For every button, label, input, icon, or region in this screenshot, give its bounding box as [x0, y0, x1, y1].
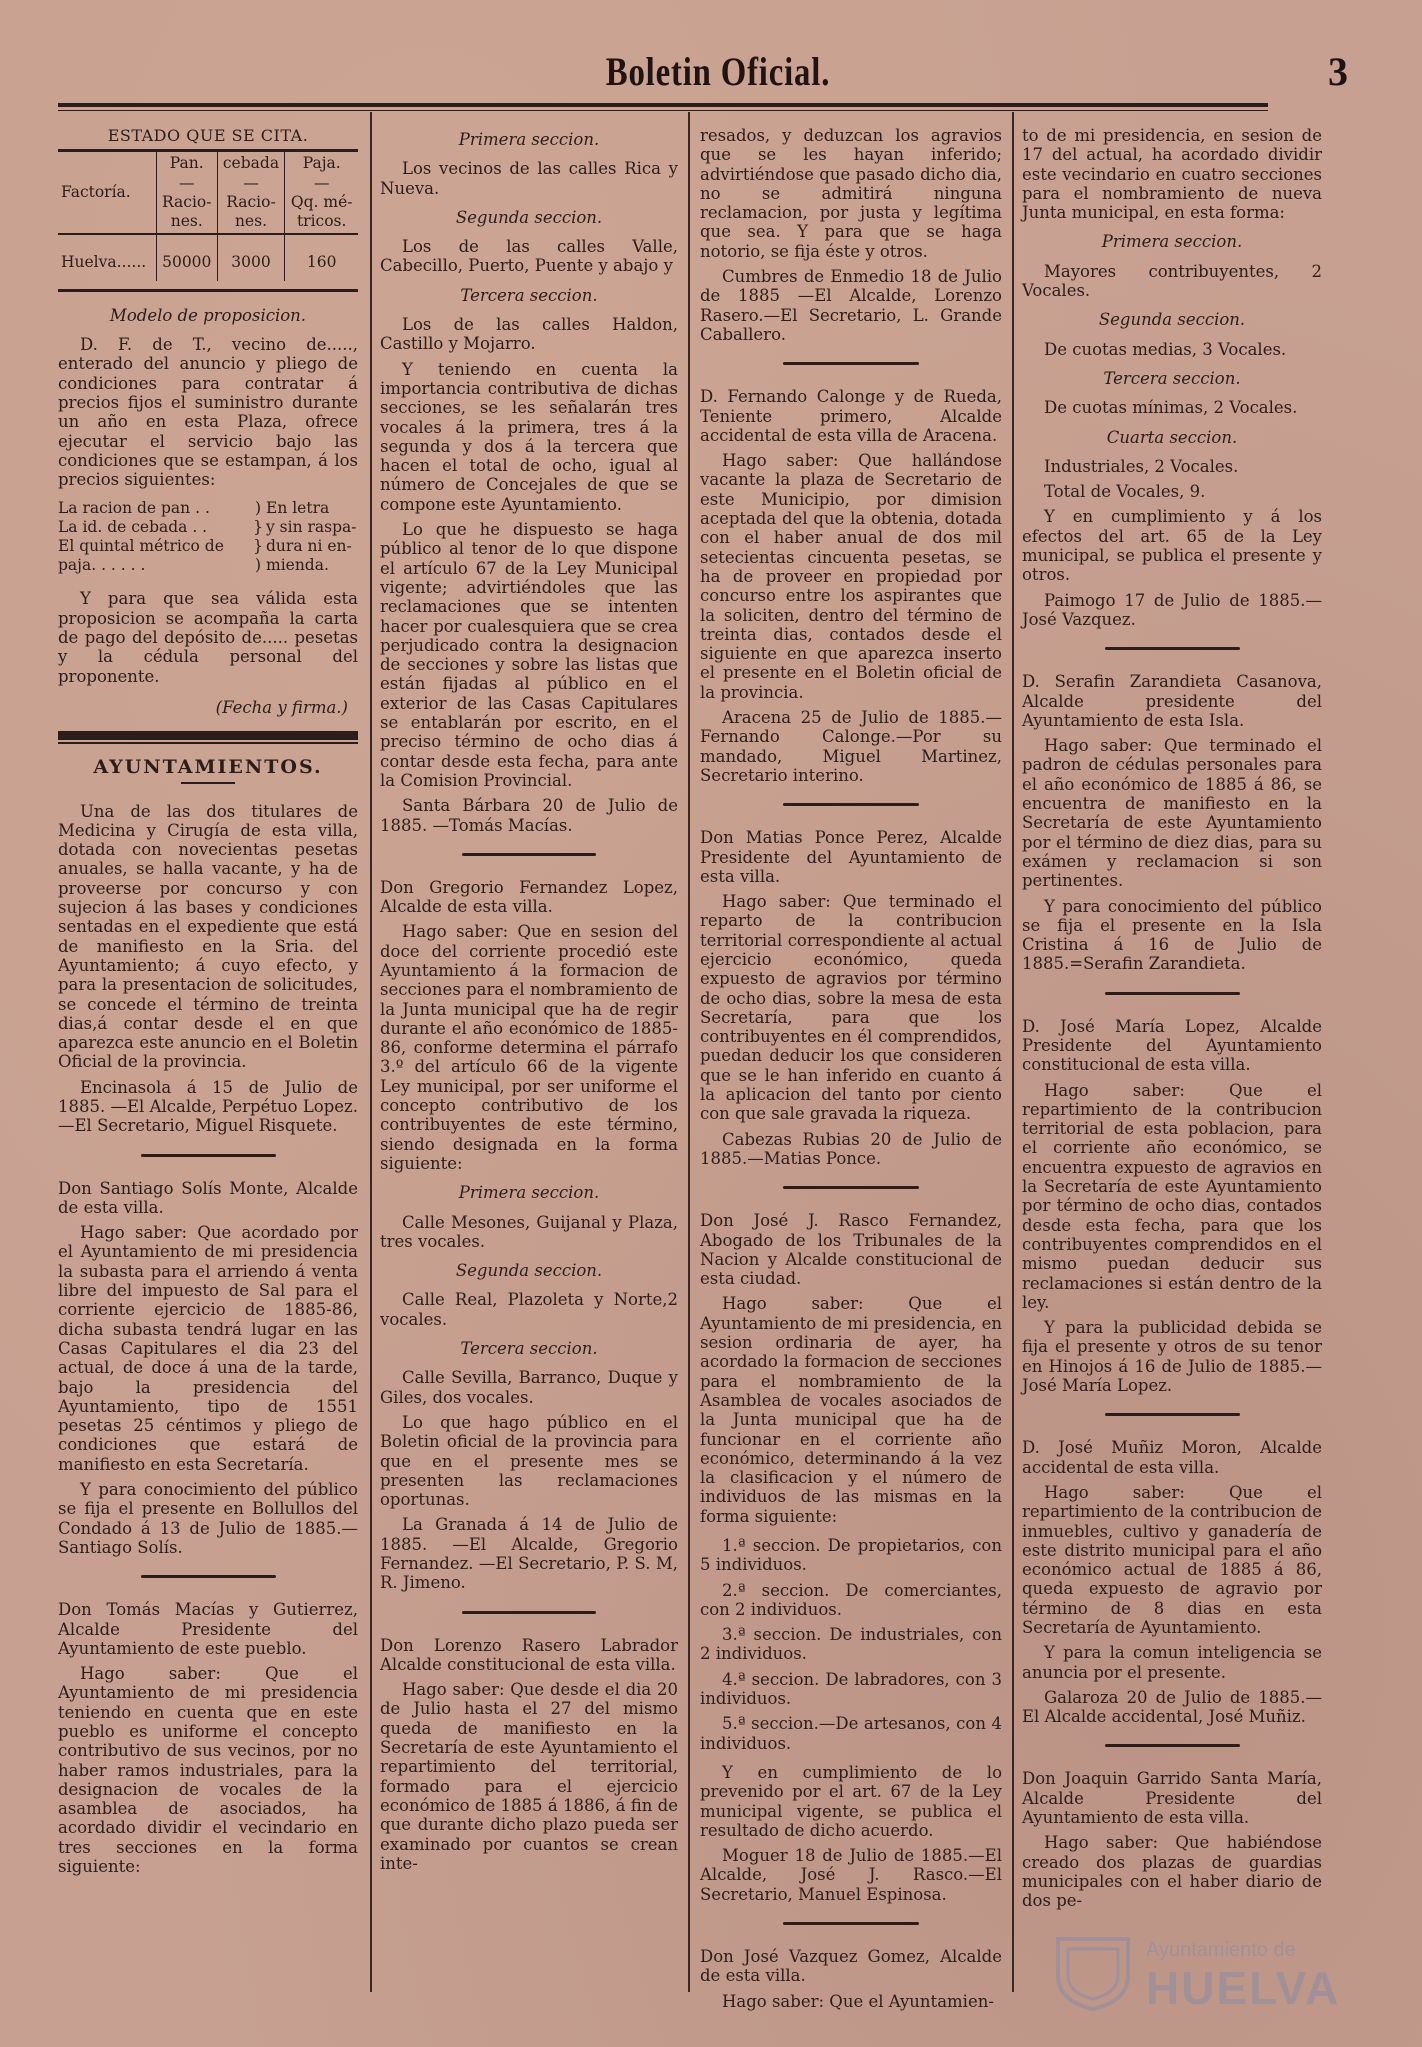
column-2: [380, 126, 678, 1879]
separator: [783, 1186, 919, 1189]
notice-header: Don José J. Rasco Fernandez, Abogado de los Tribunales de la Nacion y Alcalde constitucional de esta ciudad.: [700, 1211, 1002, 1289]
modelo-title: Modelo de proposicion.: [109, 305, 307, 325]
signature-line: Aracena 25 de Julio de 1885.— Fernando Calonge.—Por su mandado, Miguel Martinez, Secretario interino.: [700, 708, 1002, 785]
paragraph: D. F. de T., vecino de....., enterado del anuncio y pliego de condiciones para contratar á precios fijos el suministro durante un año en esta Plaza, ofrece ejecutar el servicio bajo las condiciones que se estampan, á los precios siguientes:: [58, 335, 358, 490]
signature-line: Moguer 18 de Julio de 1885.—El Alcalde, José J. Rasco.—El Secretario, Manuel Espinosa.: [700, 1846, 1002, 1904]
brace: ) } } ): [253, 499, 263, 575]
list-item: 3.ª seccion. De industriales, con 2 individuos.: [700, 1625, 1002, 1664]
paragraph: Hago saber: Que habiéndose creado dos plazas de guardias municipales con el haber diario de dos pe-: [1022, 1833, 1322, 1911]
paragraph: Hago saber: Que en sesion del doce del corriente procedió este Ayuntamiento á la formacion de secciones para el nombramiento de la Junta municipal que ha de regir durante el año económico de 1885-86, conforme determina el párrafo 3.º del artículo 66 de la vigente Ley municipal, por ser uniforme el concepto contributivo de los contribuyentes de este término, siendo designada en la forma siguiente:: [380, 922, 678, 1173]
paragraph: Hago saber: Que hallándose vacante la plaza de Secretario de este Municipio, por dimision aceptada del que la obtenia, dotada con el haber anual de dos mil setecientas cincuenta pesetas, se ha de proveer en propiedad por concurso entre los aspirantes que la soliciten, dentro del término de treinta dias, contados desde el siguiente en que aparezca inserto el presente en el Boletin oficial de la provincia.: [700, 451, 1002, 702]
paragraph: Los de las calles Haldon, Castillo y Mojarro.: [380, 315, 678, 354]
crest-icon: [1050, 1935, 1136, 2011]
list-item: 2.ª seccion. De comerciantes, con 2 individuos.: [700, 1580, 1002, 1619]
paragraph: Los vecinos de las calles Rica y Nueva.: [380, 159, 678, 198]
paragraph: Total de Vocales, 9.: [1044, 482, 1206, 502]
estado-title: ESTADO QUE SE CITA.: [107, 126, 309, 145]
section-list: [700, 1536, 1002, 1753]
paragraph: Industriales, 2 Vocales.: [1044, 456, 1239, 476]
heading-underline: [181, 782, 235, 784]
section-title: Segunda seccion.: [455, 1261, 603, 1281]
masthead: [58, 48, 1378, 106]
signature-line: Encinasola á 15 de Julio de 1885. —El Alcalde, Perpétuo Lopez.—El Secretario, Miguel Risquete.: [58, 1077, 358, 1136]
paragraph: Lo que he dispuesto se haga público al tenor de lo que dispone el artículo 67 de la Ley Municipal vigente; advirtiéndoles que las reclamaciones que se intenten hacer por cualesquiera que se crea perjudicado contra la designacion de secciones y sobre las listas que están fijadas al público en el exterior de las Casas Capitulares se entablarán por escrito, en el preciso término de ocho dias á contar desde esta fecha, para ante la Comision Provincial.: [380, 520, 678, 790]
signature-line: Cumbres de Enmedio 18 de Julio de 1885 —El Alcalde, Lorenzo Rasero.—El Secretario, L. Grande Caballero.: [700, 267, 1002, 344]
paragraph: Y en cumplimiento y á los efectos del art. 65 de la Ley municipal, se publica el presente y otros.: [1022, 507, 1322, 585]
separator: [462, 853, 596, 856]
paragraph: Y para conocimiento del público se fija el presente en Bollullos del Condado á 13 de Julio de 1885.—Santiago Solís.: [58, 1480, 358, 1557]
separator: [783, 803, 919, 806]
section-title: Primera seccion.: [458, 130, 600, 149]
masthead-rule-thin: [58, 110, 1268, 111]
notice-header: D. José Muñiz Moron, Alcalde accidental de esta villa.: [1022, 1438, 1322, 1477]
paragraph: Mayores contribuyentes, 2 Vocales.: [1022, 261, 1322, 301]
paragraph: Hago saber: Que desde el dia 20 de Julio hasta el 27 del mismo queda de manifiesto en la Secretaría de este Ayuntamiento el repartimiento del territorial, formado para el ejercicio económico de 1885 á 1886, á fin de que durante dicho plazo pueda ser examinado por cuantos se crean inte-: [380, 1680, 678, 1873]
paragraph: Hago saber: Que el repartimiento de la contribucion territorial de esta poblacion, para el corriente año económico, se encuentra expuesto de agravios en la Secretaría de este Ayuntamiento por término de ocho dias, contados desde esta fecha, para que los contribuyentes comprendidos en el mismo puedan deducir sus reclamaciones si están dentro de la ley.: [1022, 1080, 1322, 1312]
paragraph: Y para conocimiento del público se fija el presente en la Isla Cristina á 16 de Julio de 1885.=Serafin Zarandieta.: [1022, 896, 1322, 974]
signature-line: Galaroza 20 de Julio de 1885.— El Alcalde accidental, José Muñiz.: [1022, 1687, 1322, 1727]
column-divider-2: [688, 112, 690, 1992]
table-header-cebada: cebada — Racio- nes.: [217, 152, 285, 234]
section-heading-ayuntamientos: AYUNTAMIENTOS.: [93, 756, 323, 779]
notice-header: D. Fernando Calonge y de Rueda, Teniente primero, Alcalde accidental de esta villa de Aracena.: [700, 387, 1002, 445]
table-bottom-rule: [58, 289, 358, 292]
watermark-line1: Ayuntamiento de: [1146, 1939, 1296, 1961]
notice-header: Don José Vazquez Gomez, Alcalde de esta villa.: [700, 1947, 1002, 1986]
signature-line: La Granada á 14 de Julio de 1885. —El Alcalde, Gregorio Fernandez. —El Secretario, P. S. M, R. Jimeno.: [380, 1515, 678, 1593]
section-title: Tercera seccion.: [460, 285, 598, 305]
page-number: 3: [1328, 49, 1348, 94]
column-1: [58, 126, 358, 1882]
separator: [141, 1154, 276, 1157]
separator: [1105, 1744, 1240, 1747]
paragraph: Y en cumplimiento de lo prevenido por el art. 67 de la Ley municipal vigente, se publica el resultado de dicho acuerdo.: [700, 1762, 1002, 1840]
separator: [1105, 647, 1240, 650]
section-title: Tercera seccion.: [1103, 368, 1241, 388]
price-note: En letra: [266, 499, 330, 518]
paragraph: Los de las calles Valle, Cabecillo, Puerto, Puente y abajo y: [380, 237, 678, 276]
column-4: [1022, 126, 1322, 1917]
estado-table: [58, 152, 358, 280]
table-cell: 50000: [156, 234, 217, 280]
paragraph: Hago saber: Que el repartimiento de la contribucion de inmuebles, cultivo y ganadería de este distrito municipal para el año económico actual de 1885 á 86, queda expuesto de agravio por término de 8 dias en esta Secretaría de Ayuntamiento.: [1022, 1482, 1322, 1637]
price-list: [58, 499, 358, 575]
table-header-paja: Paja. — Qq. mé- tricos.: [285, 152, 358, 234]
section-title: Cuarta seccion.: [1106, 427, 1238, 447]
paragraph: Y para que sea válida esta proposicion se acompaña la carta de pago del depósito de..... pesetas y la cédula personal del proponente.: [58, 589, 358, 686]
paragraph: Hago saber: Que terminado el reparto de la contribucion territorial correspondiente al actual ejercicio económico, queda expuesto de agravios por término de ocho dias, sobre la mesa de esta Secretaría, para que los contribuyentes en él comprendidos, puedan deducir los que consideren que se le han inferido en cuanto á la aplicacion del tanto por ciento con que sale gravada la riqueza.: [700, 892, 1002, 1124]
column-3: [700, 126, 1002, 2017]
table-cell: Huelva......: [58, 234, 156, 280]
watermark-logo: [1050, 1935, 1390, 2015]
table-header-factoria: Factoría.: [58, 152, 156, 234]
signature-line: Santa Bárbara 20 de Julio de 1885. —Tomás Macías.: [380, 796, 678, 835]
price-note: mienda.: [266, 556, 329, 575]
notice-header: Don Matias Ponce Perez, Alcalde Presidente del Ayuntamiento de esta villa.: [700, 828, 1002, 886]
paragraph: Y teniendo en cuenta la importancia contributiva de dichas secciones, se les señalarán tres vocales á la primera, tres á la segunda y dos á la tercera que hacen el total de ocho, igual al número de Concejales de que se compone este Ayuntamiento.: [380, 359, 678, 514]
watermark-line2: HUELVA: [1146, 1962, 1341, 2014]
paragraph: Hago saber: Que acordado por el Ayuntamiento de mi presidencia la subasta para el arriendo á venta libre del impuesto de Sal para el corriente ejercicio de 1885-86, dicha subasta tendrá lugar en las Casas Capitulares el dia 23 del actual, de doce á una de la tarde, bajo la presidencia del Ayuntamiento, tipo de 1551 pesetas 25 céntimos y pliego de condiciones que estará de manifiesto en esta Secretaría.: [58, 1223, 358, 1474]
price-item: La racion de pan . .: [58, 499, 210, 518]
paragraph: Y para la comun inteligencia se anuncia por el presente.: [1022, 1643, 1322, 1682]
notice-header: Don Tomás Macías y Gutierrez, Alcalde Presidente del Ayuntamiento de este pueblo.: [58, 1600, 358, 1658]
separator: [462, 1611, 596, 1614]
price-note: dura ni en-: [266, 537, 352, 556]
newspaper-title: Boletin Oficial.: [605, 49, 831, 94]
section-title: Primera seccion.: [458, 1183, 600, 1203]
paragraph: Calle Sevilla, Barranco, Duque y Giles, dos vocales.: [380, 1368, 678, 1407]
separator: [783, 1922, 919, 1925]
separator: [141, 1575, 276, 1578]
list-item: 1.ª seccion. De propietarios, con 5 individuos.: [700, 1536, 1002, 1575]
masthead-rule: [58, 103, 1268, 107]
separator: [783, 362, 919, 365]
paragraph: Y para la publicidad debida se fija el presente y otros de su tenor en Hinojos á 16 de Julio de 1885.— José María Lopez.: [1022, 1318, 1322, 1396]
table-cell: 160: [306, 253, 337, 272]
paragraph: Una de las dos titulares de Medicina y Cirugía de esta villa, dotada con novecientas pesetas anuales, se halla vacante, y ha de proveerse por concurso y con sujecion á las bases y condiciones sentadas en el expediente que está de manifiesto en la Sria. del Ayuntamiento; á cuyo efecto, y para la presentacion de solicitudes, se concede el término de treinta dias,á contar desde el en que aparezca este anuncio en el Boletin Oficial de la provincia.: [58, 801, 358, 1072]
section-title: Primera seccion.: [1101, 232, 1243, 252]
notice-header: D. Serafin Zarandieta Casanova, Alcalde presidente del Ayuntamiento de esta Isla.: [1022, 672, 1322, 730]
paragraph: Calle Mesones, Guijanal y Plaza, tres vocales.: [380, 1212, 678, 1251]
signature-line: Paimogo 17 de Julio de 1885.— José Vazquez.: [1022, 590, 1322, 629]
price-item: La id. de cebada . .: [58, 518, 208, 537]
column-divider-1: [370, 112, 372, 1992]
section-rule-thin: [58, 742, 358, 744]
notice-header: Don Lorenzo Rasero Labrador Alcalde constitucional de esta villa.: [380, 1635, 678, 1674]
paragraph: Hago saber: Que el Ayuntamiento de mi presidencia teniendo en cuenta que en este pueblo es uniforme el concepto contributivo de sus vecinos, por no haber ramos industriales, para la designacion de vocales de la asamblea de asociados, ha acordado dividir el vecindario en tres secciones en la forma siguiente:: [58, 1664, 358, 1877]
price-item: paja. . . . . .: [58, 556, 146, 575]
fecha-firma: (Fecha y firma.): [215, 697, 348, 717]
notice-header: Don Joaquin Garrido Santa María, Alcalde Presidente del Ayuntamiento de esta villa.: [1022, 1769, 1322, 1828]
signature-line: Cabezas Rubias 20 de Julio de 1885.—Matias Ponce.: [700, 1129, 1002, 1168]
section-rule-thick: [58, 731, 358, 740]
notice-header: D. José María Lopez, Alcalde Presidente del Ayuntamiento constitucional de esta villa.: [1022, 1016, 1322, 1075]
section-title: Segunda seccion.: [1098, 310, 1246, 330]
paragraph: Calle Real, Plazoleta y Norte,2 vocales.: [380, 1290, 678, 1329]
paragraph: Lo que hago público en el Boletin oficial de la provincia para que en el presente mes se presenten las reclamaciones oportunas.: [380, 1412, 678, 1510]
paragraph: De cuotas medias, 3 Vocales.: [1044, 339, 1287, 359]
section-title: Segunda seccion.: [455, 207, 603, 227]
section-title: Tercera seccion.: [460, 1339, 598, 1359]
price-note: y sin raspa-: [266, 518, 357, 537]
paragraph: Hago saber: Que el Ayuntamiento de mi presidencia, en sesion ordinaria de ayer, ha acordado la formacion de secciones para el nombramiento de la Asamblea de vocales asociados de la Junta municipal que ha de funcionar en el corriente año económico, determinando á la vez la clasificacion y el número de individuos de las mismas en la forma siguiente:: [700, 1294, 1002, 1526]
separator: [1105, 992, 1240, 995]
notice-header: Don Santiago Solís Monte, Alcalde de esta villa.: [58, 1178, 358, 1217]
table-cell: 3000: [217, 234, 285, 280]
table-header-pan: Pan. — Racio- nes.: [156, 152, 217, 234]
notice-header: Don Gregorio Fernandez Lopez, Alcalde de esta villa.: [380, 877, 678, 917]
paragraph: Hago saber: Que terminado el padron de cédulas personales para el año económico de 1885 á 86, se encuentra de manifiesto en la Secretaría de este Ayuntamiento por el término de diez dias, para su exámen y reclamacion si son pertinentes.: [1022, 736, 1322, 891]
price-item: El quintal métrico de: [58, 537, 224, 556]
list-item: 5.ª seccion.—De artesanos, con 4 individuos.: [700, 1714, 1002, 1753]
separator: [1105, 1413, 1240, 1416]
paragraph: to de mi presidencia, en sesion de 17 del actual, ha acordado dividir este vecindario en cuatro secciones para el nombramiento de nueva Junta municipal, en esta forma:: [1022, 126, 1322, 223]
paragraph: resados, y deduzcan los agravios que se les hayan inferido; advirtiéndose que pasado dicho dia, no se admitirá ninguna reclamacion, por justa y legítima que sea. Y para que se haga notorio, se fija éste y otros.: [700, 126, 1002, 261]
paragraph: Hago saber: Que el Ayuntamien-: [722, 1991, 994, 2011]
column-divider-3: [1012, 112, 1014, 1992]
list-item: 4.ª seccion. De labradores, con 3 individuos.: [700, 1669, 1002, 1709]
paragraph: De cuotas mínimas, 2 Vocales.: [1044, 398, 1298, 418]
